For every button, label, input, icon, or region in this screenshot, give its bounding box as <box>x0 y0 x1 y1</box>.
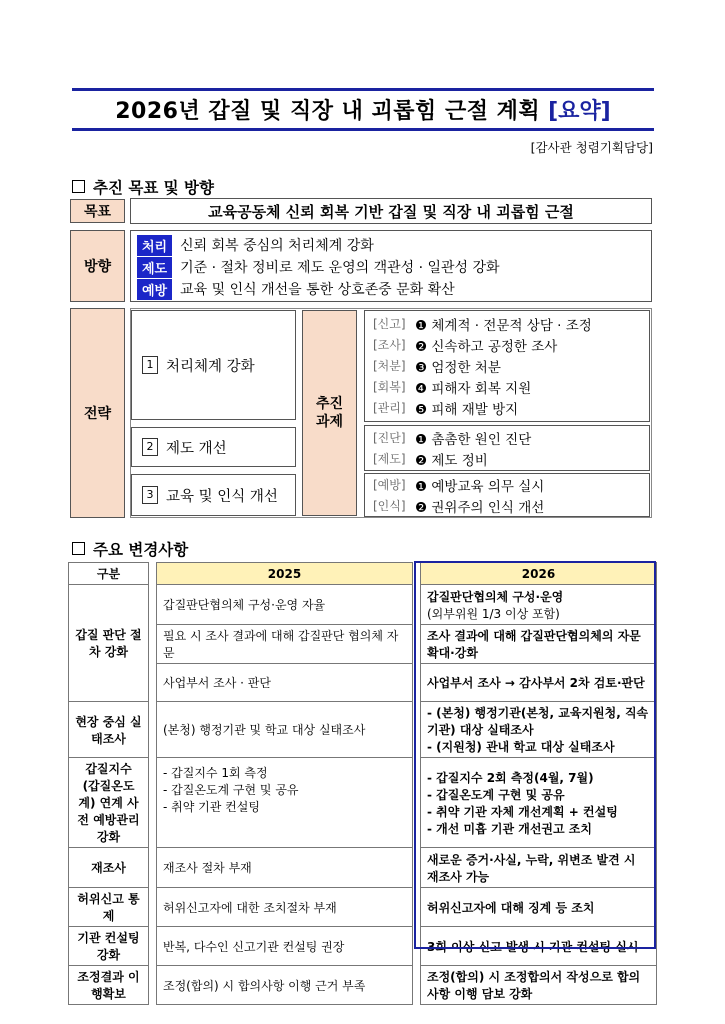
task-text: ❷ 제도 정비 <box>415 452 488 469</box>
row-2026: 조정(합의) 시 조정합의서 작성으로 합의사항 이행 담보 강화 <box>421 966 657 1005</box>
table-header-row <box>69 563 657 585</box>
row-2025: 재조사 절차 부재 <box>157 848 413 888</box>
row-category: 갑질 판단 절차 강화 <box>69 585 149 702</box>
direction-item <box>137 256 645 278</box>
task-item <box>373 495 641 516</box>
task-key: [처분] <box>373 359 406 373</box>
strategy-item-2 <box>131 427 296 467</box>
direction-item <box>137 278 645 300</box>
section1-heading-text: 추진 목표 및 방향 <box>93 179 215 197</box>
task-text: ❷ 권위주의 인식 개선 <box>415 499 545 516</box>
direction-text: 교육 및 인식 개선을 통한 상호존중 문화 확산 <box>180 282 455 298</box>
row-category: 갑질지수 (갑질온도계) 연계 사전 예방관리 강화 <box>69 758 149 848</box>
changes-table <box>68 562 657 1005</box>
strategy-name: 처리체계 강화 <box>166 358 255 375</box>
direction-text: 신뢰 회복 중심의 처리체계 강화 <box>180 238 374 254</box>
table-row <box>69 585 657 625</box>
row-2025: - 갑질지수 1회 측정 - 갑질온도계 구현 및 공유 - 취약 기관 컨설팅 <box>157 758 413 848</box>
page-title-suffix: [요약] <box>548 99 611 124</box>
checkbox-icon <box>72 180 85 193</box>
direction-tag: 제도 <box>137 257 172 278</box>
row-category: 기관 컨설팅 강화 <box>69 927 149 966</box>
checkbox-icon <box>72 542 85 555</box>
table-row <box>69 664 657 702</box>
row-category: 허위신고 통제 <box>69 888 149 927</box>
row-category: 조정결과 이행확보 <box>69 966 149 1005</box>
task-key: [회복] <box>373 380 406 394</box>
header-category: 구분 <box>69 563 149 585</box>
header-2025: 2025 <box>157 563 413 585</box>
task-text: ❶ 촘촘한 원인 진단 <box>415 431 532 448</box>
task-text: ❹ 피해자 회복 지원 <box>415 380 532 397</box>
strategy-name: 제도 개선 <box>166 440 227 457</box>
table-row <box>69 848 657 888</box>
section1-heading <box>72 176 214 198</box>
direction-item <box>137 234 645 256</box>
direction-list <box>130 230 652 302</box>
task-text: ❺ 피해 재발 방지 <box>415 401 519 418</box>
department-label: [감사관 청렴기획담당] <box>530 140 653 155</box>
tasks-label: 추진과제 <box>302 310 357 516</box>
task-key: [예방] <box>373 478 406 492</box>
table-row <box>69 927 657 966</box>
task-item <box>373 474 641 495</box>
task-item <box>373 376 641 397</box>
page-title: 2026년 갑질 및 직장 내 괴롭힘 근절 계획 <box>115 99 541 124</box>
goal-text: 교육공동체 신뢰 회복 기반 갑질 및 직장 내 괴롭힘 근절 <box>130 198 652 224</box>
task-key: [조사] <box>373 338 406 352</box>
row-2026: 3회 이상 신고 발생 시 기관 컨설팅 실시 <box>421 927 657 966</box>
table-row <box>69 888 657 927</box>
task-key: [제도] <box>373 452 406 466</box>
strategy-label: 전략 <box>70 308 125 518</box>
title-bar <box>72 88 654 131</box>
strategy-name: 교육 및 인식 개선 <box>166 488 278 505</box>
row-2026: 갑질판단협의체 구성·운영 (외부위원 1/3 이상 포함) <box>421 585 657 625</box>
row-category: 현장 중심 실태조사 <box>69 702 149 758</box>
task-group-2 <box>364 425 650 471</box>
task-text: ❶ 체계적 · 전문적 상담 · 조정 <box>415 317 592 334</box>
strategy-item-1 <box>131 310 296 420</box>
task-key: [신고] <box>373 317 406 331</box>
task-group-3 <box>364 473 650 517</box>
strategy-number: 2 <box>142 438 158 456</box>
strategy-number: 1 <box>142 356 158 374</box>
row-2026: - 갑질지수 2회 측정(4월, 7월) - 갑질온도계 구현 및 공유 - 취약 기관 자체 개선계획 + 컨설팅 - 개선 미흡 기관 개선권고 조치 <box>421 758 657 848</box>
table-row <box>69 758 657 848</box>
row-2025: 반복, 다수인 신고기관 컨설팅 권장 <box>157 927 413 966</box>
row-2026: 허위신고자에 대해 징계 등 조치 <box>421 888 657 927</box>
row-2026: 조사 결과에 대해 갑질판단협의체의 자문 확대·강화 <box>421 625 657 664</box>
strategy-number: 3 <box>142 486 158 504</box>
table-row <box>69 966 657 1005</box>
table-row <box>69 702 657 758</box>
header-2026: 2026 <box>421 563 657 585</box>
row-2025: 필요 시 조사 결과에 대해 갑질판단 협의체 자문 <box>157 625 413 664</box>
row-2025: 갑질판단협의체 구성·운영 자율 <box>157 585 413 625</box>
strategy-item-3 <box>131 474 296 516</box>
row-2025: 조정(합의) 시 합의사항 이행 근거 부족 <box>157 966 413 1005</box>
task-item <box>373 448 641 469</box>
direction-text: 기준 · 절차 정비로 제도 운영의 객관성 · 일관성 강화 <box>180 260 500 276</box>
direction-tag: 처리 <box>137 235 172 256</box>
task-key: [진단] <box>373 431 406 445</box>
task-text: ❶ 예방교육 의무 실시 <box>415 478 545 495</box>
row-2026: 새로운 증거·사실, 누락, 위변조 발견 시 재조사 가능 <box>421 848 657 888</box>
section2-heading <box>72 538 188 560</box>
row-2026: 사업부서 조사 → 감사부서 2차 검토·판단 <box>421 664 657 702</box>
task-item <box>373 313 641 334</box>
row-2026: - (본청) 행정기관(본청, 교육지원청, 직속기관) 대상 실태조사 - (지원청) 관내 학교 대상 실태조사 <box>421 702 657 758</box>
table-row <box>69 625 657 664</box>
task-group-1 <box>364 310 650 422</box>
row-2025: 허위신고자에 대한 조치절차 부재 <box>157 888 413 927</box>
section2-heading-text: 주요 변경사항 <box>93 541 189 559</box>
direction-tag: 예방 <box>137 279 172 300</box>
task-item <box>373 427 641 448</box>
row-2025: (본청) 행정기관 및 학교 대상 실태조사 <box>157 702 413 758</box>
direction-label: 방향 <box>70 230 125 302</box>
goal-label: 목표 <box>70 199 125 223</box>
task-key: [인식] <box>373 499 406 513</box>
row-category: 재조사 <box>69 848 149 888</box>
task-item <box>373 397 641 418</box>
task-text: ❷ 신속하고 공정한 조사 <box>415 338 558 355</box>
task-item <box>373 334 641 355</box>
row-2025: 사업부서 조사 · 판단 <box>157 664 413 702</box>
task-text: ❸ 엄정한 처분 <box>415 359 501 376</box>
task-key: [관리] <box>373 401 406 415</box>
task-item <box>373 355 641 376</box>
